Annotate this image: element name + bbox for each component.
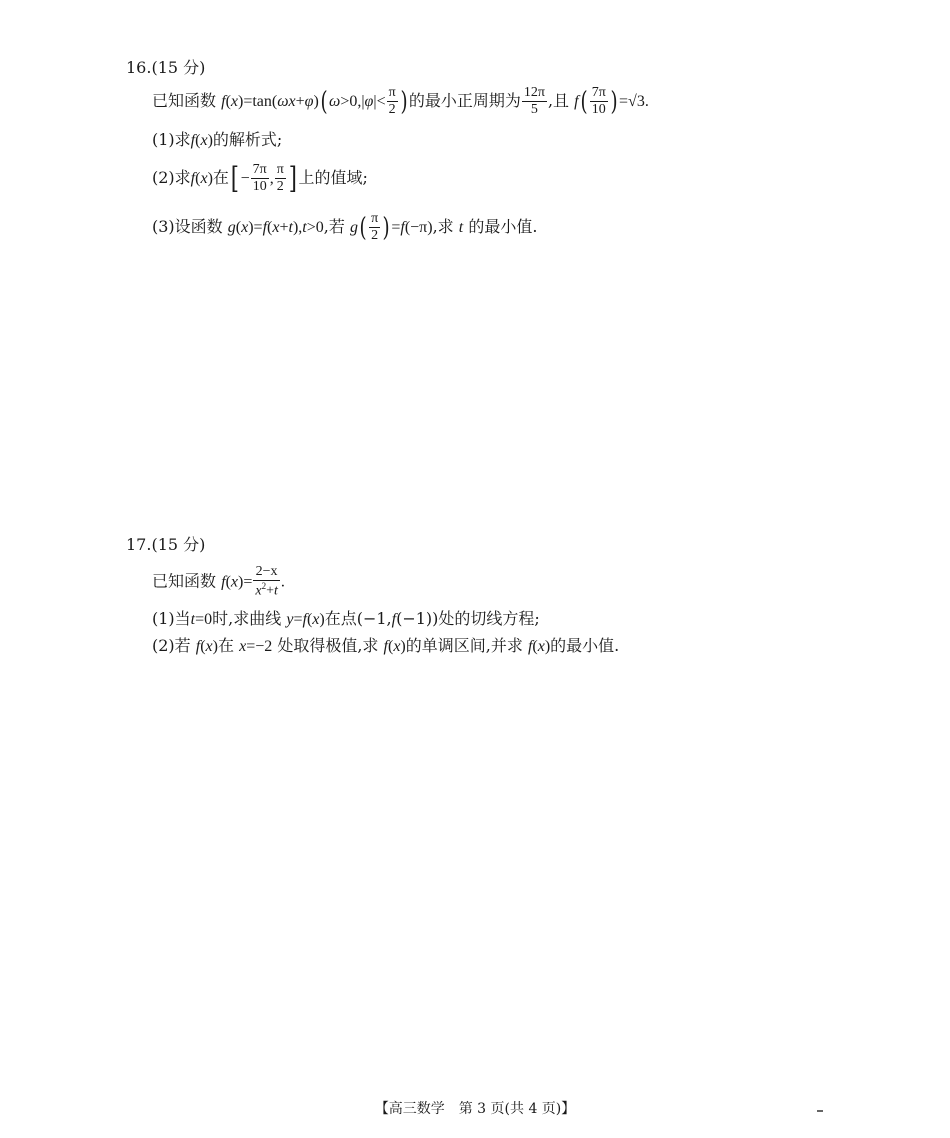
q16-stem: 已知函数 f(x)=tan(ωx+φ)(ω>0,|φ|< $\frac{\pi}{2}$ )的最小正周期为 $\frac{12\pi}{5}$ ,且 f( $\frac{7\pi}{10}$ )=√3. bbox=[152, 85, 649, 117]
q16-arg-fraction: $\frac{7\pi}{10}$ bbox=[591, 85, 606, 117]
q17-part1: (1)当t=0时,求曲线 y=f(x)在点(−1,f(−1))处的切线方程; bbox=[152, 609, 540, 628]
q17-part2: (2)若 f(x)在 x=−2 处取得极值,求 f(x)的单调区间,并求 f(x)的最小值. bbox=[152, 636, 620, 655]
q17-header: 17.(15 分) bbox=[126, 535, 206, 554]
scan-mark bbox=[817, 1110, 823, 1112]
q16-part3: (3)设函数 g(x)=f(x+t),t>0,若 g( $\frac{\pi}{2}$ )=f(−π),求 t 的最小值. bbox=[152, 211, 538, 243]
q16-stem-and: ,且 bbox=[547, 91, 570, 111]
q16-part1: (1)求f(x)的解析式; bbox=[152, 130, 283, 149]
q16-stem-prefix: 已知函数 bbox=[152, 91, 217, 111]
q16-value: √3 bbox=[628, 93, 645, 111]
page-footer: 【高三数学 第 3 页(共 4 页)】 bbox=[374, 1101, 576, 1117]
q17-stem: 已知函数 f(x)= $\frac{2-x}{x^2+t}$ . bbox=[152, 564, 285, 599]
q17-fraction: $\frac{2-x}{x^2+t}$ bbox=[255, 564, 278, 599]
q16-part2: (2)求f(x)在[ − $\frac{7\pi}{10}$ , $\frac{\pi}{2}$ ] 上的值域; bbox=[152, 160, 368, 196]
q16-period-fraction: $\frac{12\pi}{5}$ bbox=[523, 85, 545, 117]
q16-stem-mid: 的最小正周期为 bbox=[408, 91, 521, 111]
q16-header: 16.(15 分) bbox=[126, 58, 206, 77]
